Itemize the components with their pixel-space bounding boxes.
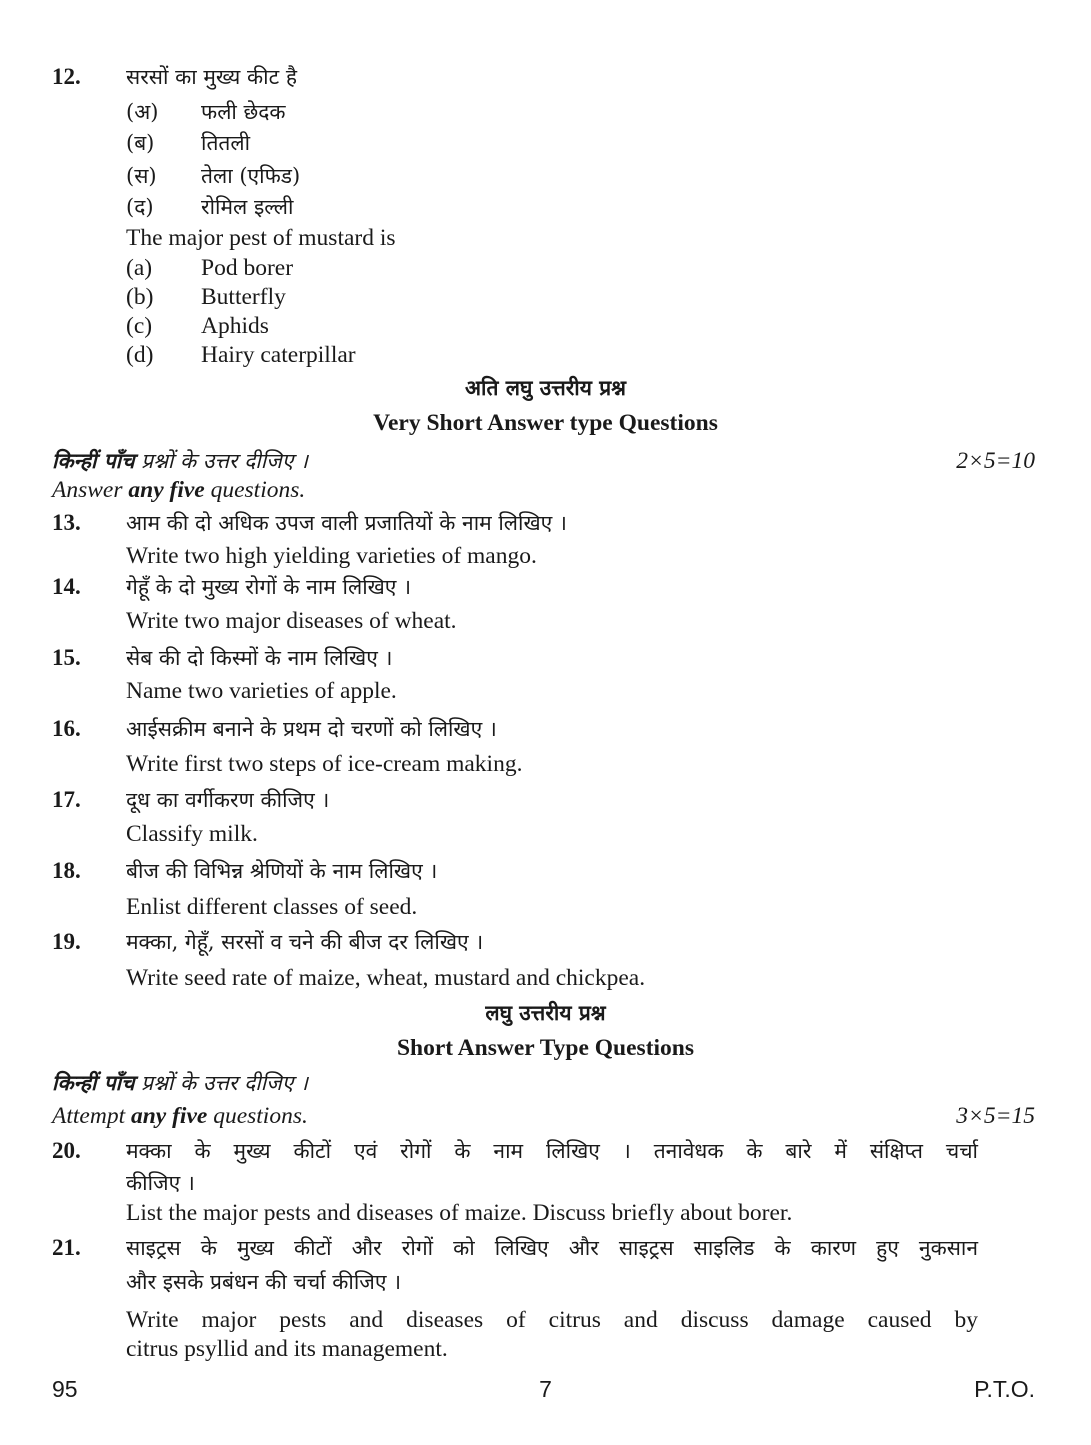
question-number: 12. — [52, 64, 81, 89]
option-label: (ब) — [126, 131, 155, 155]
question-text-hindi: कीजिए । — [126, 1171, 195, 1195]
question-text-english: Enlist different classes of seed. — [126, 894, 418, 920]
question-text-english: Write two high yielding varieties of mango. — [126, 543, 537, 569]
instruction-english — [52, 475, 305, 505]
instruction-hindi — [52, 1068, 308, 1098]
question-text-hindi: दूध का वर्गीकरण कीजिए । — [126, 788, 330, 812]
question-text-hindi: बीज की विभिन्न श्रेणियों के नाम लिखिए । — [126, 859, 438, 883]
option-text: Hairy caterpillar — [201, 342, 356, 368]
section-heading-hindi: लघु उत्तरीय प्रश्न — [485, 1000, 606, 1025]
question-text-hindi: और इसके प्रबंधन की चर्चा कीजिए । — [126, 1270, 402, 1294]
question-number: 17. — [52, 787, 81, 812]
question-text-hindi: आम की दो अधिक उपज वाली प्रजातियों के नाम लिखिए । — [126, 511, 567, 535]
instruction-post: questions. — [207, 1103, 308, 1129]
option-label: (द) — [126, 195, 154, 219]
option-text: तितली — [201, 131, 251, 155]
instruction-emphasis: any five — [128, 477, 205, 503]
question-text-english: citrus psyllid and its management. — [126, 1336, 448, 1362]
instruction-emphasis: किन्हीं पाँच — [52, 448, 135, 473]
question-text-hindi: साइट्रस के मुख्य कीटों और रोगों को लिखिए और साइट्रस साइलिड के कारण हुए नुकसान — [126, 1236, 978, 1260]
instruction-rest: प्रश्नों के उत्तर दीजिए । — [134, 449, 308, 473]
instruction-pre: Attempt — [52, 1103, 131, 1129]
question-text-english: Name two varieties of apple. — [126, 678, 397, 704]
option-text: रोमिल इल्ली — [201, 195, 294, 219]
instruction-rest: प्रश्नों के उत्तर दीजिए । — [134, 1071, 308, 1095]
instruction-pre: Answer — [52, 477, 129, 503]
option-text: Butterfly — [201, 284, 286, 310]
option-label: (d) — [126, 342, 154, 368]
instruction-english — [52, 1101, 308, 1131]
question-text-hindi: सेब की दो किस्मों के नाम लिखिए । — [126, 646, 393, 670]
section-heading-english: Very Short Answer type Questions — [373, 410, 718, 436]
question-text-hindi: आईसक्रीम बनाने के प्रथम दो चरणों को लिखिए । — [126, 717, 497, 741]
question-text-english: Classify milk. — [126, 821, 258, 847]
question-text-english: Write seed rate of maize, wheat, mustard and chickpea. — [126, 965, 646, 991]
page-number: 7 — [539, 1376, 552, 1402]
option-label: (अ) — [126, 100, 159, 124]
option-label: (a) — [126, 255, 153, 281]
question-text-english: Write major pests and diseases of citrus and discuss damage caused by — [126, 1307, 978, 1333]
question-text-hindi: सरसों का मुख्य कीट है — [126, 65, 298, 89]
please-turn-over: P.T.O. — [974, 1376, 1035, 1402]
instruction-emphasis: any five — [130, 1103, 208, 1129]
option-text: फली छेदक — [201, 100, 286, 124]
question-text-hindi: गेहूँ के दो मुख्य रोगों के नाम लिखिए । — [126, 575, 412, 599]
question-text-hindi: मक्का, गेहूँ, सरसों व चने की बीज दर लिखिए । — [126, 930, 484, 954]
option-text: Aphids — [201, 313, 269, 339]
option-text: तेला (एफिड) — [201, 164, 301, 188]
question-text-hindi: मक्का के मुख्य कीटों एवं रोगों के नाम लिखिए । तनावेधक के बारे में संक्षिप्त चर्चा — [126, 1139, 978, 1163]
option-label: (c) — [126, 313, 153, 339]
question-number: 19. — [52, 929, 81, 954]
question-number: 20. — [52, 1138, 81, 1163]
marks: 3×5=15 — [956, 1103, 1035, 1129]
option-label: (स) — [126, 164, 157, 188]
option-label: (b) — [126, 284, 154, 310]
question-text-english: The major pest of mustard is — [126, 225, 396, 251]
question-number: 21. — [52, 1235, 81, 1260]
instruction-hindi — [52, 446, 308, 476]
question-number: 16. — [52, 716, 81, 741]
section-heading-hindi: अति लघु उत्तरीय प्रश्न — [464, 375, 627, 400]
question-number: 15. — [52, 645, 81, 670]
section-heading-english: Short Answer Type Questions — [396, 1035, 695, 1061]
question-text-english: List the major pests and diseases of maize. Discuss briefly about borer. — [126, 1200, 793, 1226]
option-text: Pod borer — [201, 255, 294, 281]
marks: 2×5=10 — [956, 448, 1035, 474]
instruction-emphasis: किन्हीं पाँच — [52, 1070, 135, 1095]
question-number: 13. — [52, 510, 81, 535]
question-text-english: Write first two steps of ice-cream making. — [126, 751, 523, 777]
question-number: 14. — [52, 574, 81, 599]
question-text-english: Write two major diseases of wheat. — [126, 608, 457, 634]
paper-code: 95 — [52, 1376, 78, 1402]
question-number: 18. — [52, 858, 81, 883]
instruction-post: questions. — [204, 477, 306, 503]
